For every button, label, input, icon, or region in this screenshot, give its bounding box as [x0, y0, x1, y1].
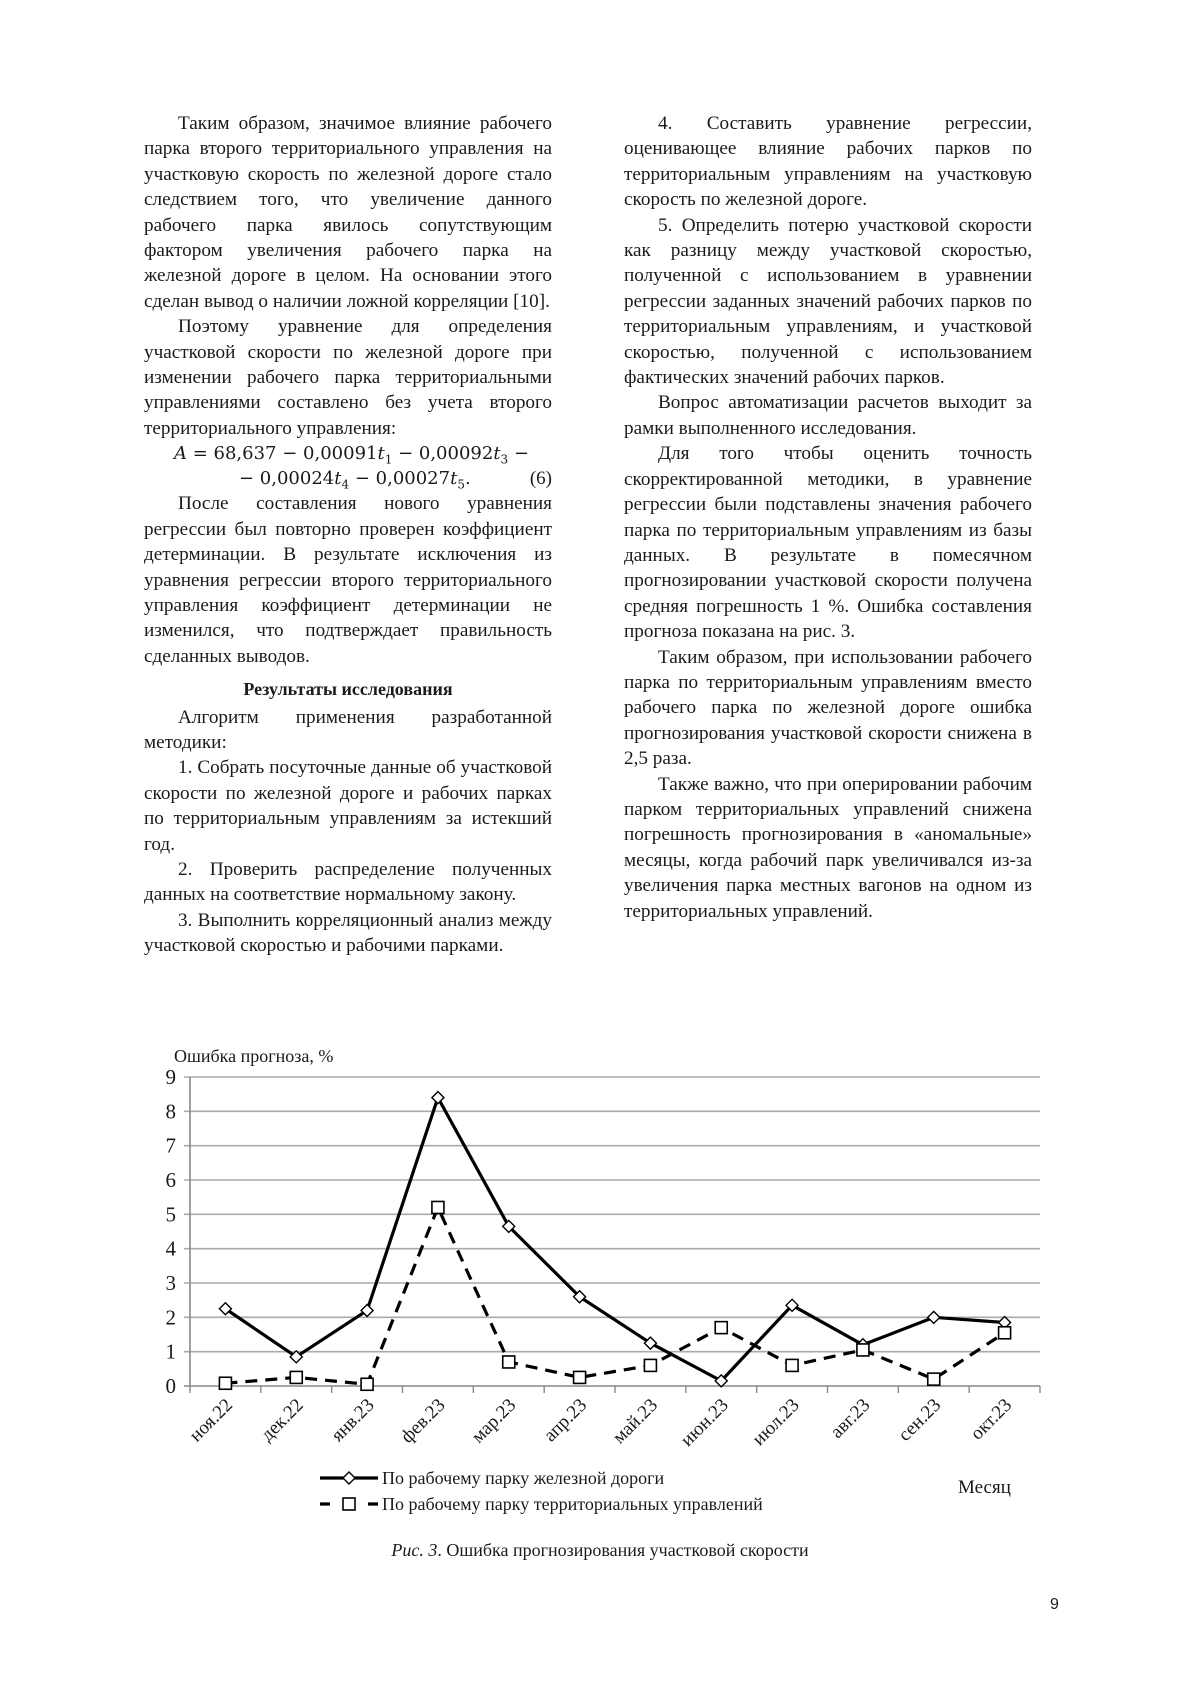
- series-line-railway: [225, 1098, 1004, 1381]
- data-point-territorial: [361, 1378, 373, 1390]
- formula-subscript: 4: [341, 477, 350, 492]
- data-point-territorial: [786, 1359, 798, 1371]
- legend-marker-diamond: [343, 1472, 355, 1484]
- formula-var: t: [493, 443, 501, 465]
- x-tick-label: май.23: [608, 1394, 662, 1448]
- legend-label: По рабочему парку территориальных управлений: [382, 1494, 763, 1514]
- legend-marker-square: [343, 1498, 355, 1510]
- data-point-territorial: [857, 1344, 869, 1356]
- legend-label: По рабочему парку железной дороги: [382, 1468, 665, 1488]
- y-tick-label: 0: [165, 1374, 176, 1398]
- x-tick-label: апр.23: [539, 1394, 592, 1447]
- formula-subscript: 3: [500, 452, 509, 467]
- y-tick-label: 3: [165, 1271, 176, 1295]
- paragraph: Вопрос автоматизации расчетов выходит за рамки выполненного исследования.: [624, 392, 1032, 439]
- data-point-territorial: [999, 1327, 1011, 1339]
- formula-text: .: [464, 468, 471, 490]
- paragraph: Поэтому уравнение для определения участковой скорости по железной дороге при изменении рабочего парка территориальными управлениями составлено без учета второго территориального управления:: [144, 316, 552, 439]
- paragraph: Алгоритм применения разработанной методики:: [144, 706, 552, 753]
- x-tick-label: окт.23: [966, 1394, 1017, 1445]
- x-tick-label: мар.23: [467, 1394, 521, 1448]
- series-lines: [219, 1092, 1010, 1391]
- x-tick-label: авг.23: [826, 1394, 875, 1443]
- y-tick-label: 5: [165, 1202, 176, 1227]
- formula-subscript: 1: [384, 452, 393, 467]
- list-item: 5. Определить потерю участковой скорости как разницу между участковой скоростью, полученной с использованием в уравнении регрессии заданных значений рабочих парков по территориальным управлениям, и участковой скоростью, полученной с использованием фактических значений рабочих парков.: [624, 214, 1032, 389]
- list-item: 1. Собрать посуточные данные об участковой скорости по железной дороге и рабочих парках по территориальным управлениям за истекший год.: [144, 757, 552, 855]
- formula-text: − 0,00092: [392, 443, 494, 465]
- y-tick-labels: [166, 1065, 177, 1398]
- formula-text: − 0,00024: [239, 468, 335, 490]
- list-item: 4. Составить уравнение регрессии, оценивающее влияние рабочих парков по территориальным управлениям на участковую скорость по железной дороге.: [624, 113, 1032, 211]
- caption-prefix: Рис. 3: [391, 1540, 438, 1560]
- section-heading: Результаты исследования: [243, 679, 453, 700]
- x-tick-labels: [185, 1395, 1016, 1451]
- y-axis-title: Ошибка прогноза, %: [174, 1046, 334, 1066]
- caption-text: . Ошибка прогнозирования участковой скорости: [437, 1540, 809, 1560]
- x-tick-label: фев.23: [396, 1394, 450, 1448]
- data-point-territorial: [503, 1356, 515, 1368]
- formula-text: = 68,637 − 0,00091: [187, 443, 378, 465]
- page-number: 9: [1050, 1596, 1059, 1613]
- data-point-territorial: [644, 1359, 656, 1371]
- formula-subscript: 5: [457, 477, 465, 492]
- formula-var: A: [174, 443, 187, 465]
- data-point-territorial: [574, 1371, 586, 1383]
- x-tick-label: дек.22: [256, 1394, 308, 1446]
- paragraph: После составления нового уравнения регрессии был повторно проверен коэффициент детерминации. В результате исключения из уравнения регрессии второго территориального управления коэффициент детерминации не изменился, что подтверждает правильность сделанных выводов.: [144, 493, 552, 667]
- y-tick-label: 4: [165, 1236, 176, 1261]
- formula-var: t: [450, 468, 458, 490]
- figure-caption: [0, 1540, 1200, 1561]
- formula-text: − 0,00027: [349, 468, 451, 490]
- data-point-railway: [432, 1092, 444, 1104]
- y-tick-label: 2: [165, 1305, 176, 1330]
- legend: [320, 1468, 763, 1514]
- paragraph: Также важно, что при оперировании рабочим парком территориальных управлений снижена погрешность прогнозирования в «аномальные» месяцы, когда рабочий парк увеличивался из-за увеличения парка местных вагонов на одном из территориальных управлений.: [624, 773, 1032, 922]
- y-tick-label: 8: [165, 1099, 176, 1124]
- list-item: 2. Проверить распределение полученных данных на соответствие нормальному закону.: [144, 858, 552, 906]
- data-point-territorial: [290, 1371, 302, 1383]
- x-axis-title: Месяц: [958, 1477, 1011, 1498]
- x-tick-label: янв.23: [327, 1394, 379, 1447]
- gridlines: [184, 1077, 1040, 1352]
- x-tick-label: июн.23: [676, 1394, 733, 1451]
- data-point-territorial: [715, 1322, 727, 1334]
- y-tick-label: 1: [165, 1339, 176, 1364]
- paragraph: Таким образом, значимое влияние рабочего парка второго территориального управления на участковую скорость по железной дороге стало следствием того, что увеличение данного рабочего парка явилось сопутствующим фактором увеличения рабочего парка на железной дороге в целом. На основании этого сделан вывод о наличии ложной корреляции [10].: [144, 113, 552, 312]
- formula-text: −: [508, 443, 529, 465]
- y-tick-label: 9: [165, 1065, 176, 1089]
- data-point-territorial: [219, 1377, 231, 1389]
- series-line-territorial: [225, 1207, 1004, 1384]
- data-point-railway: [928, 1311, 940, 1323]
- data-point-territorial: [432, 1201, 444, 1213]
- x-tick-label: сен.23: [894, 1394, 946, 1446]
- data-point-territorial: [928, 1373, 940, 1385]
- paragraph: Для того чтобы оценить точность скорректированной методики, в уравнение регрессии были подставлены значения рабочего парка по территориальным управлениям из базы данных. В результате в помесячном прогнозировании участковой скорости получена средняя погрешность 1 %. Ошибка составления прогноза показана на рис. 3.: [624, 443, 1032, 643]
- y-tick-label: 6: [165, 1168, 176, 1192]
- x-tick-label: июл.23: [748, 1394, 804, 1450]
- x-tick-label: ноя.22: [185, 1394, 237, 1447]
- formula-var: t: [377, 443, 385, 465]
- list-item: 3. Выполнить корреляционный анализ между участковой скоростью и рабочими парками.: [144, 909, 552, 957]
- formula-var: t: [334, 468, 342, 490]
- equation-number: (6): [529, 468, 552, 490]
- y-tick-label: 7: [165, 1133, 176, 1158]
- paragraph: Таким образом, при использовании рабочего парка по территориальным управлениям вместо рабочего парка по железной дороге ошибка прогнозирования участковой скорости снижена в 2,5 раза.: [624, 646, 1032, 770]
